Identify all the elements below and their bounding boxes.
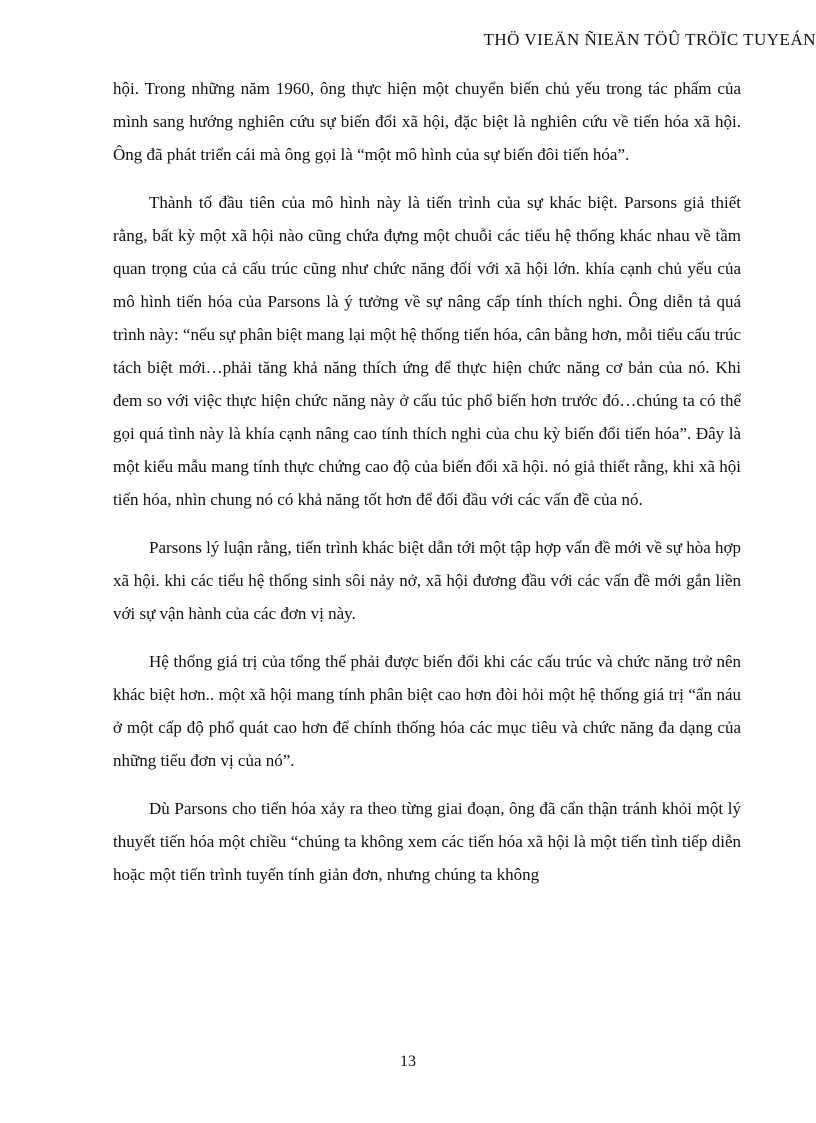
page-number: 13 (400, 1053, 416, 1070)
page-header: THÖ VIEÄN ÑIEÄN TÖÛ TRÖÏC TUYEÁN (483, 30, 816, 49)
paragraph-integration: Parsons lý luận rằng, tiến trình khác biệt dẫn tới một tập hợp vấn đề mới về sự hòa hợp xã hội. khi các tiểu hệ thống sinh sôi nảy nở, xã hội đương đầu với các vấn đề mới gắn liền với sự vận hành của các đơn vị này. (113, 538, 741, 623)
page-body (113, 72, 741, 891)
paragraph-differentiation: Thành tố đầu tiên của mô hình này là tiến trình của sự khác biệt. Parsons giả thiết rằng, bất kỳ một xã hội nào cũng chứa đựng một chuỗi các tiểu hệ thống khác nhau về tầm quan trọng của cả cấu trúc cũng như chức năng đối với xã hội lớn. khía cạnh chủ yếu của mô hình tiến hóa của Parsons là ý tưởng về sự nâng cấp tính thích nghi. Ông diễn tả quá trình này: “nếu sự phân biệt mang lại một hệ thống tiến hóa, cân bằng hơn, mỗi tiểu cấu trúc tách biệt mới…phải tăng khả năng thích ứng để thực hiện chức năng cơ bản của nó. Khi đem so với việc thực hiện chức năng này ở cấu túc phổ biến hơn trước đó…chúng ta có thể gọi quá tình này là khía cạnh nâng cao tính thích nghi của chu kỳ biến đổi tiến hóa”. Đây là một kiểu mẫu mang tính thực chứng cao độ của biến đổi xã hội. nó giả thiết rằng, khi xã hội tiến hóa, nhìn chung nó có khả năng tốt hơn để đối đầu với các vấn đề của nó. (113, 193, 741, 509)
paragraph-value-system: Hệ thống giá trị của tổng thể phải được biến đổi khi các cấu trúc và chức năng trở nên khác biệt hơn.. một xã hội mang tính phân biệt cao hơn đòi hỏi một hệ thống giá trị “ẩn náu ở một cấp độ phổ quát cao hơn để chính thống hóa các mục tiêu và chức năng đa dạng của những tiểu đơn vị của nó”. (113, 652, 741, 770)
paragraph-evolution-stages: Dù Parsons cho tiến hóa xảy ra theo từng giai đoạn, ông đã cẩn thận tránh khỏi một lý thuyết tiến hóa một chiều “chúng ta không xem các tiến hóa xã hội là một tiến tình tiếp diễn hoặc một tiến trình tuyến tính giản đơn, nhưng chúng ta không (113, 799, 741, 884)
paragraph-continuation: hội. Trong những năm 1960, ông thực hiện một chuyển biến chủ yếu trong tác phẩm của mình sang hướng nghiên cứu sự biến đổi xã hội, đặc biệt là nghiên cứu về tiến hóa xã hội. Ông đã phát triển cái mà ông gọi là “một mô hình của sự biến đôi tiến hóa”. (113, 79, 741, 164)
